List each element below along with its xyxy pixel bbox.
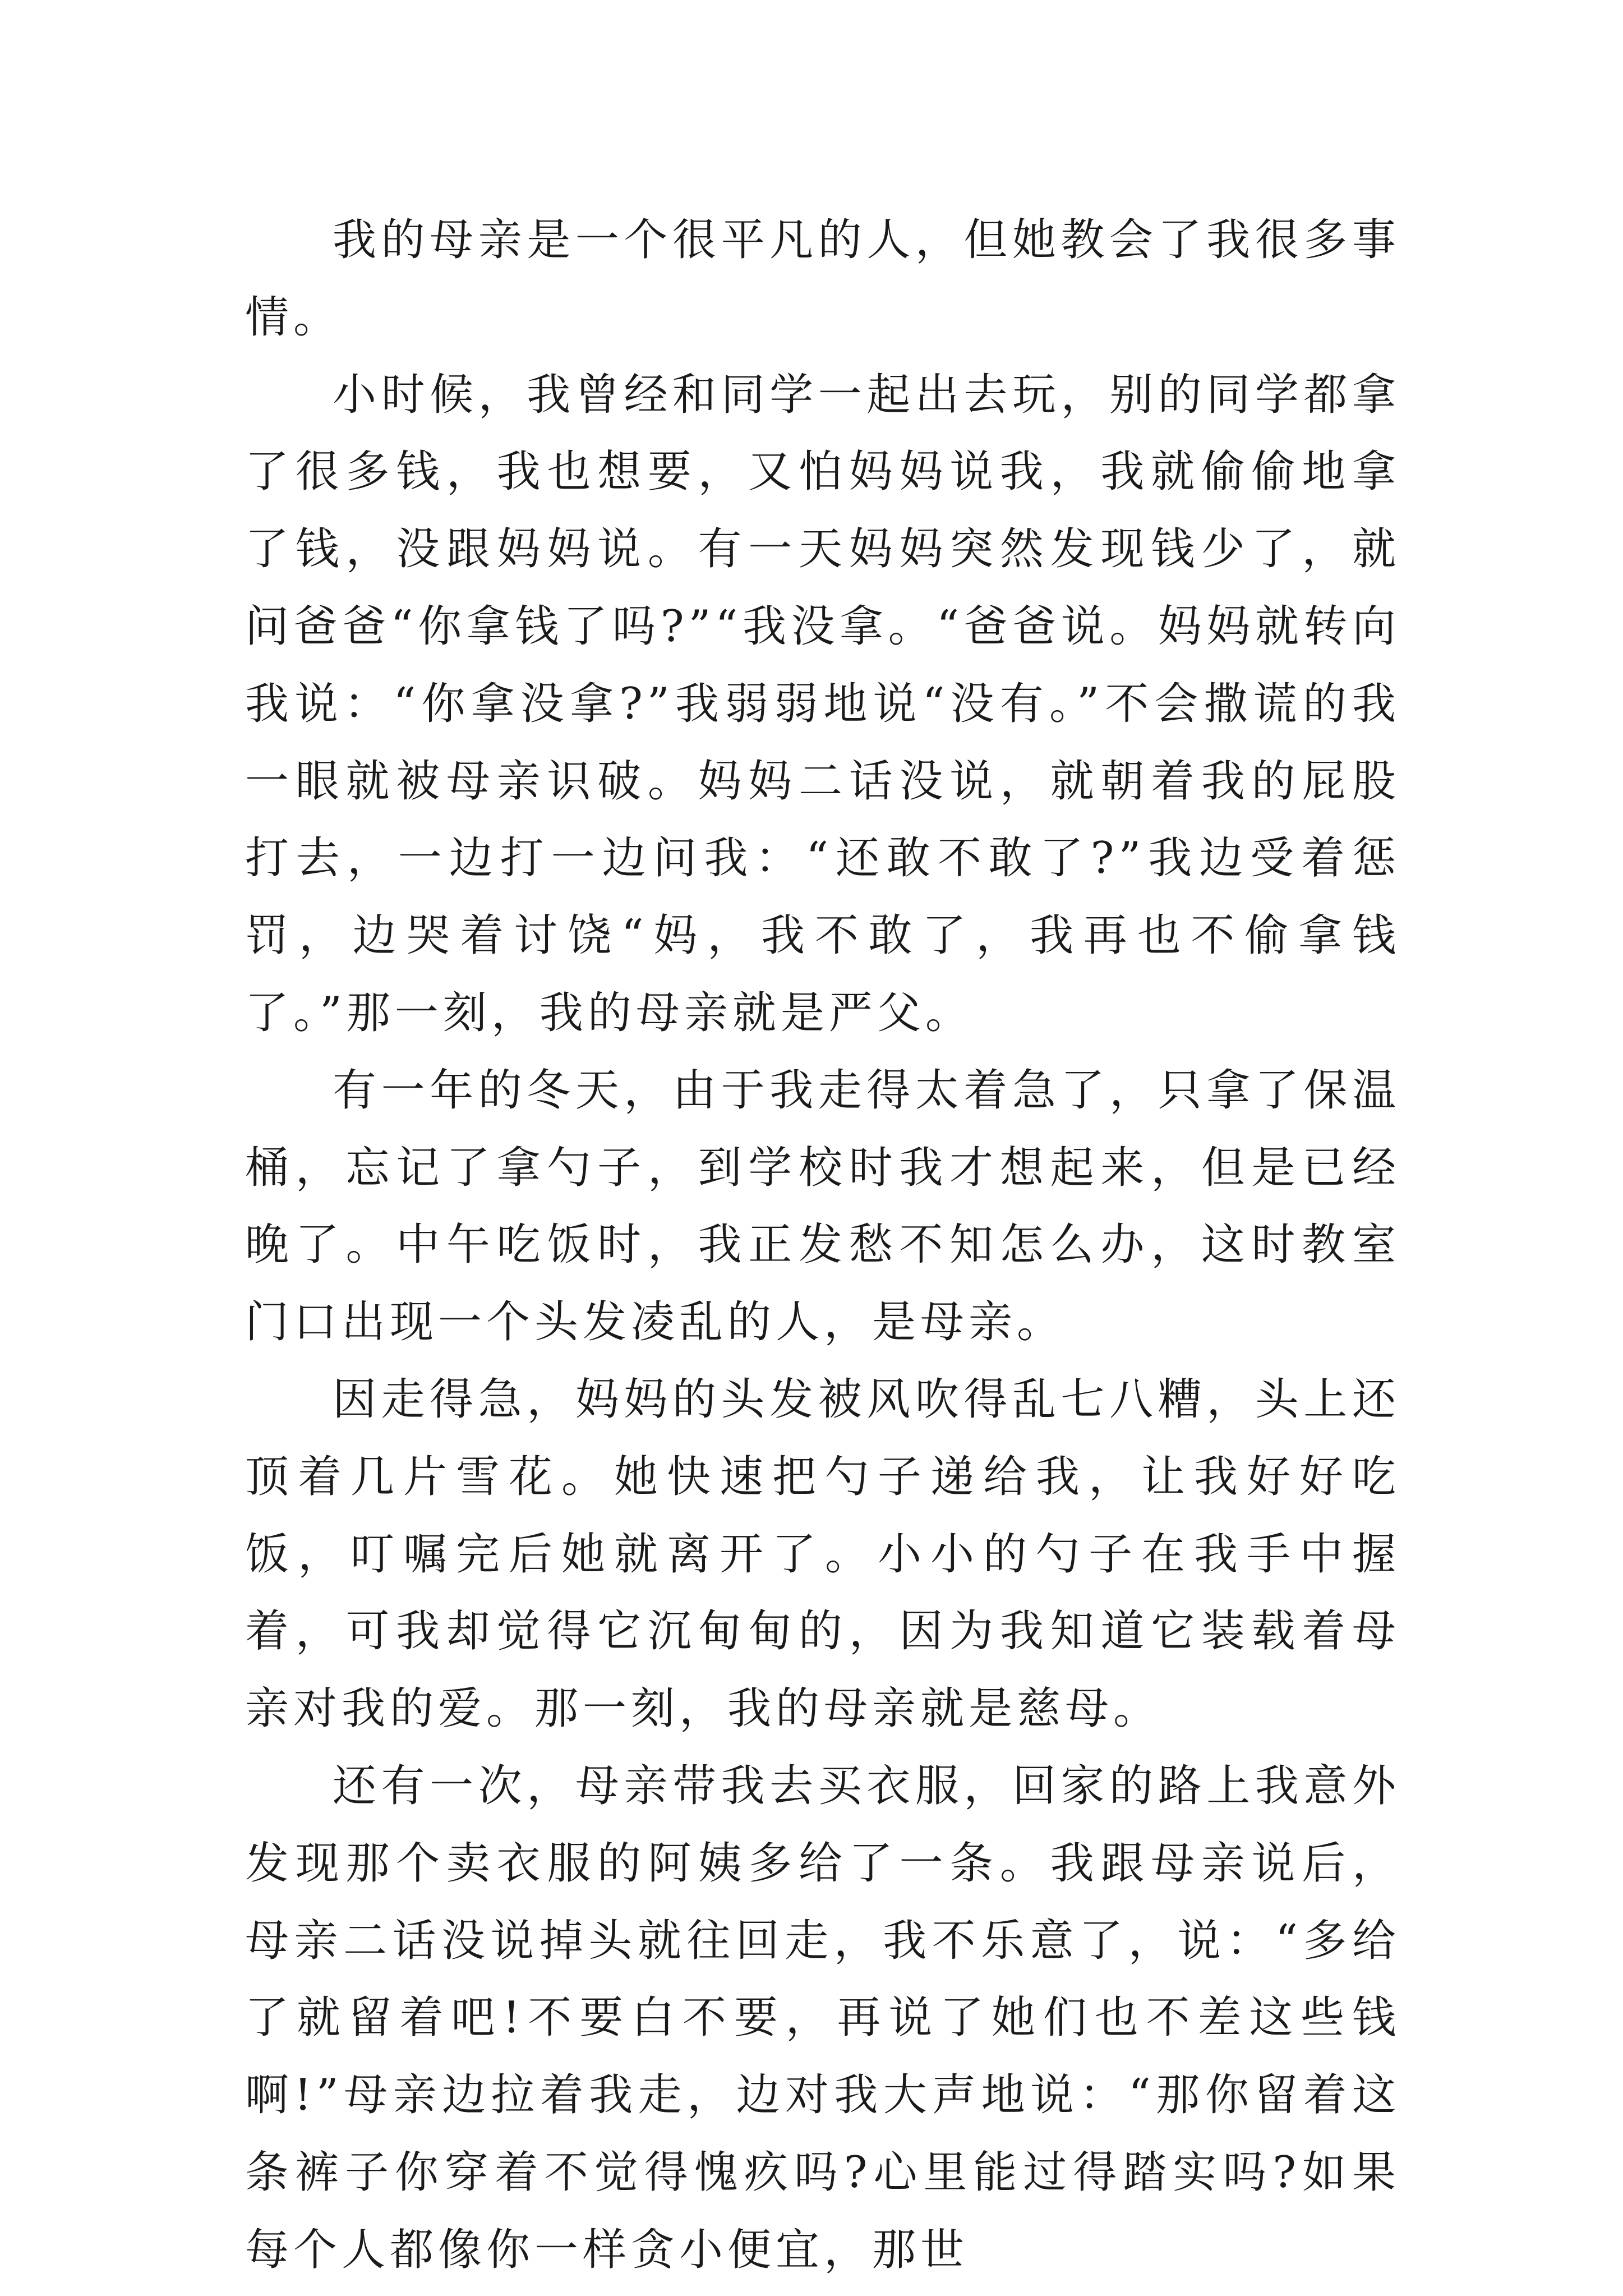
paragraph-1: 我的母亲是一个很平凡的人，但她教会了我很多事情。 — [245, 215, 1400, 343]
paragraph-4: 因走得急，妈妈的头发被风吹得乱七八糟，头上还顶着几片雪花。她快速把勺子递给我，让我好好吃饭，叮嘱完后她就离开了。小小的勺子在我手中握着，可我却觉得它沉甸甸的，因为我知道它装载着母亲对我的爱。那一刻，我的母亲就是慈母。 — [245, 1374, 1400, 1734]
paragraph-3: 有一年的冬天，由于我走得太着急了，只拿了保温桶，忘记了拿勺子，到学校时我才想起来，但是已经晚了。中午吃饭时，我正发愁不知怎么办，这时教室门口出现一个头发凌乱的人，是母亲。 — [245, 1065, 1400, 1348]
paragraph-2: 小时候，我曾经和同学一起出去玩，别的同学都拿了很多钱，我也想要，又怕妈妈说我，我就偷偷地拿了钱，没跟妈妈说。有一天妈妈突然发现钱少了，就问爸爸“你拿钱了吗?”“我没拿。“爸爸说。妈妈就转向我说：“你拿没拿?”我弱弱地说“没有。”不会撒谎的我一眼就被母亲识破。妈妈二话没说，就朝着我的屁股打去，一边打一边问我：“还敢不敢了?”我边受着惩罚，边哭着讨饶“妈，我不敢了，我再也不偷拿钱了。”那一刻，我的母亲就是严父。 — [245, 369, 1400, 1038]
document-body — [245, 202, 1400, 2289]
paragraph-5: 还有一次，母亲带我去买衣服，回家的路上我意外发现那个卖衣服的阿姨多给了一条。我跟母亲说后，母亲二话没说掉头就往回走，我不乐意了，说：“多给了就留着吧!不要白不要，再说了她们也不差这些钱啊!”母亲边拉着我走，边对我大声地说：“那你留着这条裤子你穿着不觉得愧疚吗?心里能过得踏实吗?如果每个人都像你一样贪小便宜，那世 — [245, 1760, 1400, 2275]
